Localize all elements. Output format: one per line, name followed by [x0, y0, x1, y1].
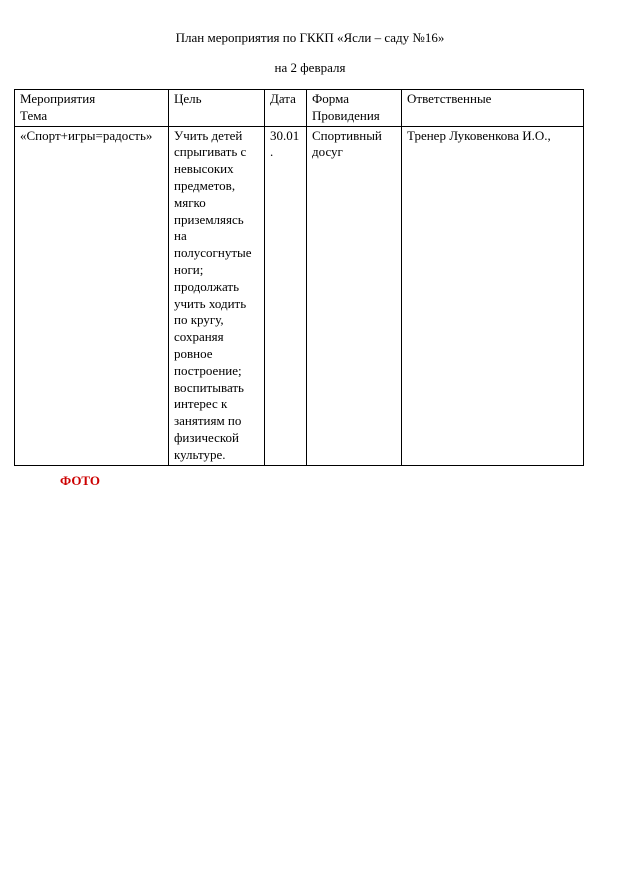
cell-responsible: Тренер Луковенкова И.О.,	[402, 126, 584, 465]
header-event-topic: Мероприятия Тема	[15, 90, 169, 127]
document-title: План мероприятия по ГККП «Ясли – саду №16»	[175, 30, 445, 45]
photo-label: ФОТО	[60, 473, 101, 488]
header-date: Дата	[265, 90, 307, 127]
cell-event-topic: «Спорт+игры=радость»	[15, 126, 169, 465]
cell-date: 30.01.	[265, 126, 307, 465]
header-goal: Цель	[169, 90, 265, 127]
cell-goal: Учить детей спрыгивать с невысоких предметов, мягко приземляясь на полусогнутые ноги; продолжать учить ходить по кругу, сохраняя ровное построение; воспитывать интерес к занятиям по физической культуре.	[169, 126, 265, 465]
table-row	[15, 126, 584, 465]
plan-table	[14, 89, 584, 466]
table-header-row	[15, 90, 584, 127]
cell-form: Спортивный досуг	[307, 126, 402, 465]
document-subtitle: на 2 февраля	[274, 60, 346, 75]
header-form: Форма Провидения	[307, 90, 402, 127]
header-responsible: Ответственные	[402, 90, 584, 127]
